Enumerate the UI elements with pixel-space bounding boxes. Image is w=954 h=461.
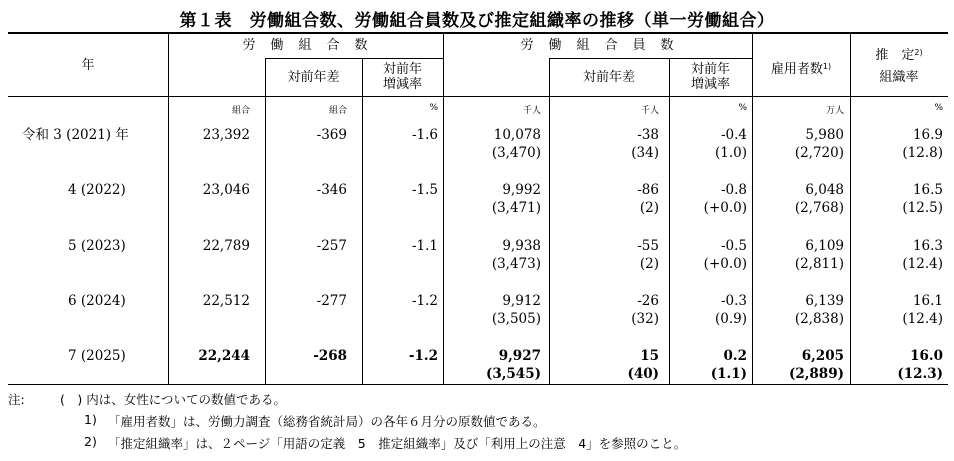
cell-rate: 16.9: [912, 127, 943, 143]
header-members-diff: 対前年差: [582, 70, 635, 85]
cell-employees-female: (2,838): [794, 311, 844, 327]
cell-members-rate: -0.3: [720, 293, 747, 309]
unions-subheader-rule: [265, 58, 443, 59]
members-subheader-rule: [549, 58, 752, 59]
note-0: ( ) 内は、女性についての数値である。: [60, 392, 286, 407]
cell-rate: 16.3: [912, 238, 943, 254]
header-bottom-rule: [8, 96, 948, 97]
cell-rate-female: (12.4): [902, 311, 943, 327]
note-2: 「推定組織率」は、２ページ「用語の定義 5 推定組織率」及び「利用上の注意 4」を参照のこと。: [108, 436, 687, 451]
cell-employees: 5,980: [805, 127, 844, 143]
cell-members-diff-female: (2): [639, 200, 659, 216]
note-2-mark: 2): [84, 434, 97, 449]
header-members: 労 働 組 合 員 数: [520, 38, 675, 53]
cell-members-female: (3,471): [491, 200, 541, 216]
cell-employees-female: (2,811): [794, 256, 844, 272]
cell-rate: 16.5: [912, 182, 943, 198]
cell-members-diff: 15: [640, 348, 659, 364]
cell-unions: 22,244: [198, 348, 250, 364]
cell-employees: 6,109: [805, 238, 844, 254]
cell-members: 10,078: [493, 127, 541, 143]
cell-unions: 22,789: [202, 238, 250, 254]
cell-unions: 23,046: [202, 182, 250, 198]
header-rate-line1: [850, 48, 948, 63]
cell-unions: 22,512: [202, 293, 250, 309]
row-year: 5 (2023): [68, 238, 126, 254]
cell-unions: 23,392: [202, 127, 250, 143]
notes-label: 注:: [8, 392, 25, 407]
header-employees: [752, 62, 850, 77]
cell-members-diff-female: (34): [631, 145, 659, 161]
cell-employees: 6,139: [805, 293, 844, 309]
cell-rate: 16.1: [912, 293, 943, 309]
cell-members: 9,938: [502, 238, 541, 254]
cell-unions-diff: -257: [316, 238, 347, 254]
note-1: 「雇用者数」は、労働力調査（総務省統計局）の各年６月分の原数値である。: [108, 414, 546, 429]
cell-members-diff-female: (2): [639, 256, 659, 272]
cell-members-diff: -38: [637, 127, 659, 143]
cell-members-diff: -26: [637, 293, 659, 309]
cell-members-diff: -86: [637, 182, 659, 198]
cell-members-female: (3,545): [485, 366, 541, 382]
cell-unions-rate: -1.1: [411, 238, 438, 254]
header-rate-label-1: 推 定: [875, 48, 915, 63]
unit-unions-diff: 組合: [328, 106, 347, 116]
cell-employees-female: (2,720): [794, 145, 844, 161]
table-top-rule: [8, 32, 948, 34]
unit-members: 千人: [522, 106, 541, 116]
cell-employees-female: (2,768): [794, 200, 844, 216]
unit-employees: 万人: [825, 106, 844, 116]
cell-members: 9,912: [502, 293, 541, 309]
header-employees-footnote: 1): [822, 62, 832, 71]
cell-members-rate-female: (1.1): [710, 366, 747, 382]
cell-members-rate: 0.2: [723, 348, 747, 364]
header-members-rate-1: 対前年: [690, 62, 730, 77]
cell-unions-diff: -369: [316, 127, 347, 143]
header-unions-diff: 対前年差: [287, 70, 340, 85]
header-employees-label: 雇用者数: [770, 62, 823, 77]
data-table: [8, 32, 948, 385]
header-unions-rate-1: 対前年: [382, 62, 422, 77]
cell-members-diff: -55: [637, 238, 659, 254]
note-1-mark: 1): [84, 412, 97, 427]
cell-members-rate: -0.4: [720, 127, 747, 143]
cell-rate-female: (12.8): [902, 145, 943, 161]
cell-members: 9,992: [502, 182, 541, 198]
header-year: 年: [81, 58, 95, 73]
cell-rate-female: (12.3): [897, 366, 943, 382]
cell-unions-rate: -1.5: [411, 182, 438, 198]
cell-employees-female: (2,889): [788, 366, 844, 382]
cell-members-rate-female: (+0.0): [703, 200, 747, 216]
cell-rate-female: (12.4): [902, 256, 943, 272]
cell-unions-diff: -277: [316, 293, 347, 309]
unit-members-rate: %: [738, 103, 747, 113]
cell-members: 9,927: [498, 348, 541, 364]
cell-members-female: (3,470): [491, 145, 541, 161]
cell-members-rate-female: (0.9): [714, 311, 747, 327]
unit-members-diff: 千人: [640, 106, 659, 116]
header-members-rate-2: 増減率: [690, 77, 730, 92]
row-year: 令和 3 (2021) 年: [22, 127, 129, 143]
cell-members-diff-female: (40): [627, 366, 659, 382]
cell-members-rate: -0.8: [720, 182, 747, 198]
cell-members-female: (3,505): [491, 311, 541, 327]
unit-unions-rate: %: [429, 103, 438, 113]
unit-unions: 組合: [231, 106, 250, 116]
cell-members-rate: -0.5: [720, 238, 747, 254]
cell-unions-rate: -1.6: [411, 127, 438, 143]
header-rate-footnote: 2): [914, 48, 923, 57]
cell-members-rate-female: (1.0): [714, 145, 747, 161]
cell-unions-diff: -268: [313, 348, 347, 364]
header-unions: 労 働 組 合 数: [242, 38, 369, 53]
cell-members-female: (3,473): [491, 256, 541, 272]
cell-rate-female: (12.5): [902, 200, 943, 216]
table-title: 第１表 労働組合数、労働組合員数及び推定組織率の推移（単一労働組合）: [179, 11, 775, 31]
cell-unions-rate: -1.2: [411, 293, 438, 309]
row-year: 4 (2022): [68, 182, 126, 198]
cell-members-rate-female: (+0.0): [703, 256, 747, 272]
cell-employees: 6,205: [801, 348, 844, 364]
col-rule-1: [168, 32, 169, 385]
row-year: 6 (2024): [68, 293, 126, 309]
cell-rate: 16.0: [910, 348, 943, 364]
header-unions-rate-2: 増減率: [382, 77, 422, 92]
table-bottom-rule: [8, 384, 948, 385]
cell-unions-rate: -1.2: [408, 348, 438, 364]
cell-employees: 6,048: [805, 182, 844, 198]
row-year: 7 (2025): [68, 348, 126, 364]
unit-rate: %: [934, 103, 943, 113]
cell-unions-diff: -346: [316, 182, 347, 198]
cell-members-diff-female: (32): [631, 311, 659, 327]
header-rate-line2: 組織率: [879, 70, 919, 85]
